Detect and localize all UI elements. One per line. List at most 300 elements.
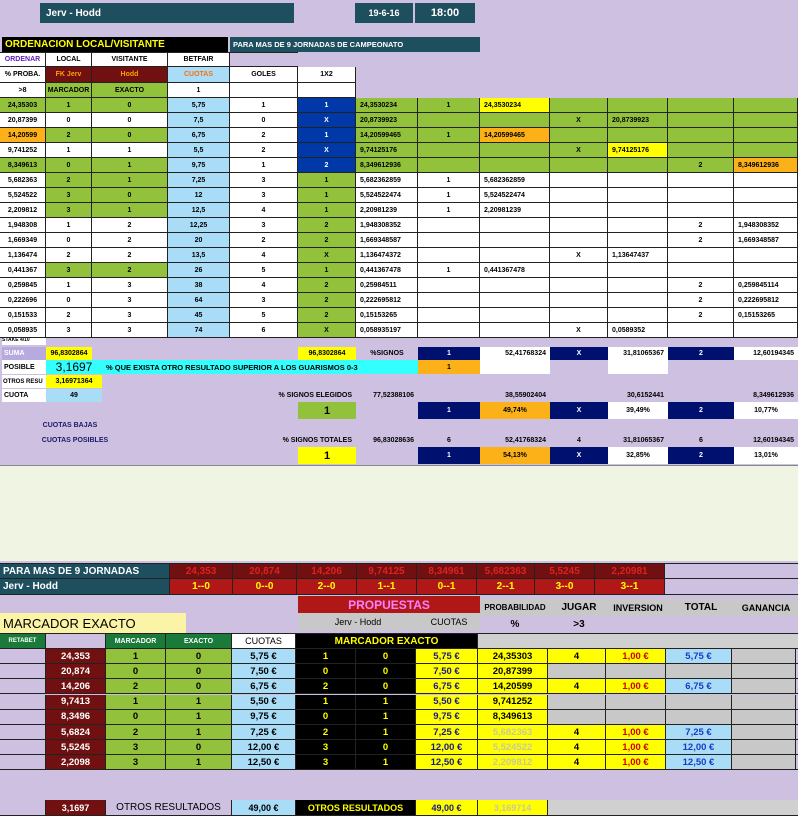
table-cell: 0 — [356, 679, 416, 693]
table-cell: 8,349613 — [0, 158, 46, 172]
table-cell: 1,136474 — [0, 248, 46, 262]
table-cell — [418, 143, 480, 157]
table-cell: 1 — [356, 695, 416, 709]
table-cell: 64 — [168, 293, 230, 307]
exacto-header: EXACTO — [92, 83, 168, 97]
table-cell: 24,353 — [46, 649, 106, 663]
table-cell: 5,75 € — [666, 649, 732, 663]
totales-c: 31,81065367 — [623, 437, 664, 444]
table-row — [0, 98, 798, 113]
table-cell: 4 — [230, 278, 298, 292]
band-score: 2--0 — [297, 579, 357, 594]
band-value: 14,206 — [297, 564, 357, 578]
table-cell: 1 — [92, 158, 168, 172]
table-cell — [418, 233, 480, 247]
table-cell: 24,3530234 — [356, 98, 418, 112]
table-cell: 13,5 — [168, 248, 230, 262]
pct-header: % — [510, 619, 520, 630]
propuestas-title: PROPUESTAS — [298, 596, 480, 613]
table-cell — [608, 173, 668, 187]
table-cell: 2,2098 — [46, 755, 106, 769]
table-cell: 5,5245 — [46, 740, 106, 754]
propuesta-row — [0, 740, 798, 755]
table-cell — [732, 695, 796, 709]
table-cell — [608, 263, 668, 277]
betfair-header: BETFAIR — [168, 53, 230, 66]
table-cell — [550, 278, 608, 292]
table-cell — [418, 248, 480, 262]
table-cell — [668, 143, 734, 157]
table-cell: 8,349612936 — [356, 158, 418, 172]
table-cell — [550, 293, 608, 307]
cuota-cell: 7,25 € — [416, 725, 478, 739]
marcador-exacto-header: MARCADOR EXACTO — [296, 634, 478, 648]
table-cell — [0, 755, 46, 769]
table-cell — [606, 710, 666, 724]
elegidos-x: X — [550, 402, 608, 419]
table-cell — [550, 98, 608, 112]
totales-d: 12,60194345 — [753, 437, 794, 444]
elegidos-d: 8,349612936 — [753, 392, 794, 399]
table-cell: 8,349612936 — [734, 158, 798, 172]
totales-6a: 6 — [447, 437, 451, 444]
table-cell — [732, 679, 796, 693]
table-cell: 5,524522474 — [480, 188, 550, 202]
table-cell: 0 — [46, 233, 92, 247]
band-value: 9,74125 — [357, 564, 417, 578]
table-row — [0, 188, 798, 203]
otros-cuota-bottom[interactable]: 49,00 € — [232, 800, 296, 815]
table-cell — [668, 98, 734, 112]
table-cell: 5,682362859 — [480, 173, 550, 187]
table-cell: 0 — [166, 740, 232, 754]
table-cell: 1,669348587 — [356, 233, 418, 247]
band-score: 3--1 — [595, 579, 665, 594]
table-cell — [418, 158, 480, 172]
table-cell: 2 — [230, 128, 298, 142]
probabilidad-header: PROBABILIDAD — [480, 599, 550, 616]
table-cell: 2 — [230, 143, 298, 157]
table-cell: 9,75 — [168, 158, 230, 172]
table-cell: 9,74125176 — [608, 143, 668, 157]
table-cell: 2 — [92, 233, 168, 247]
ganancia-header: GANANCIA — [734, 599, 798, 616]
table-cell: 0,151533 — [0, 308, 46, 322]
table-cell — [418, 293, 480, 307]
table-cell: 0,222695812 — [734, 293, 798, 307]
table-cell — [608, 233, 668, 247]
table-cell: 3 — [296, 740, 356, 754]
cuota-value[interactable]: 49 — [46, 389, 102, 402]
table-cell: 2 — [298, 233, 356, 247]
table-cell: 1 — [418, 203, 480, 217]
suma-label: SUMA — [2, 347, 46, 360]
table-cell: 1 — [46, 278, 92, 292]
table-cell — [0, 710, 46, 724]
table-cell — [734, 263, 798, 277]
elegidos-label: % SIGNOS ELEGIDOS — [278, 392, 352, 399]
table-cell: 1 — [418, 263, 480, 277]
table-cell: 2 — [92, 248, 168, 262]
band-score: 2--1 — [477, 579, 535, 594]
table-cell: 1 — [166, 725, 232, 739]
signos-x-value: 31,81065367 — [608, 347, 668, 360]
gt3-header: >3 — [573, 619, 585, 630]
table-cell: 2 — [668, 293, 734, 307]
table-cell — [548, 664, 606, 678]
cuota-cell[interactable]: 5,75 € — [232, 649, 296, 663]
table-cell: 0 — [230, 113, 298, 127]
table-cell: 5,682362859 — [356, 173, 418, 187]
marcador-col-header: MARCADOR — [106, 634, 166, 648]
table-cell — [668, 203, 734, 217]
table-cell: X — [550, 323, 608, 337]
table-cell: 14,20599 — [478, 679, 548, 693]
otros-value: 3,16971364 — [46, 375, 102, 388]
table-cell — [480, 323, 550, 337]
band-value: 5,682363 — [477, 564, 535, 578]
cuotas-bajas-label: CUOTAS BAJAS — [42, 422, 98, 429]
table-cell — [734, 143, 798, 157]
table-cell: 2 — [46, 173, 92, 187]
propuesta-row — [0, 649, 798, 664]
hodd-header: Hodd — [92, 67, 168, 82]
table-cell — [608, 98, 668, 112]
table-cell: 1,00 € — [606, 725, 666, 739]
elegidos-x-pct: 39,49% — [608, 402, 668, 419]
table-cell: 2 — [668, 278, 734, 292]
table-cell — [734, 248, 798, 262]
table-cell — [480, 248, 550, 262]
posible-label: POSIBLE — [2, 360, 46, 374]
signos-2-value: 12,60194345 — [734, 347, 798, 360]
table-cell — [550, 233, 608, 247]
table-cell: 0 — [296, 664, 356, 678]
table-cell: 1 — [92, 203, 168, 217]
table-cell: 1 — [92, 143, 168, 157]
band-value: 20,874 — [233, 564, 297, 578]
band-score: 1--0 — [170, 579, 233, 594]
table-cell: 3 — [106, 755, 166, 769]
fk-jerv-header: FK Jerv — [46, 67, 92, 82]
table-cell: 1 — [296, 695, 356, 709]
band-label: PARA MAS DE 9 JORNADAS — [0, 564, 170, 578]
one-header: 1 — [168, 83, 230, 97]
table-cell: 26 — [168, 263, 230, 277]
table-cell — [608, 218, 668, 232]
table-cell: 1 — [418, 188, 480, 202]
table-cell: 0 — [296, 710, 356, 724]
table-row — [0, 293, 798, 308]
table-cell — [548, 710, 606, 724]
table-cell: 2 — [106, 725, 166, 739]
table-cell: 7,25 € — [666, 725, 732, 739]
table-row — [0, 248, 798, 263]
table-cell — [0, 740, 46, 754]
cuota-cell[interactable]: 7,50 € — [232, 664, 296, 678]
table-cell: 1 — [356, 710, 416, 724]
table-row — [0, 128, 798, 143]
suma-value: 96,8302864 — [46, 347, 92, 360]
cuota-cell[interactable]: 7,25 € — [232, 725, 296, 739]
propuesta-row — [0, 695, 798, 710]
totales-x-pct: 32,85% — [608, 447, 668, 464]
table-cell — [480, 143, 550, 157]
totales-a: 96,83028636 — [373, 437, 414, 444]
band-value: 2,20981 — [595, 564, 665, 578]
table-cell: 2 — [92, 263, 168, 277]
table-cell: 1 — [230, 158, 298, 172]
table-cell: 3 — [230, 293, 298, 307]
gt8-header: >8 — [0, 83, 46, 97]
table-cell — [550, 218, 608, 232]
table-cell — [418, 308, 480, 322]
retabet-header: RETABET — [0, 634, 46, 648]
totales-6b: 6 — [699, 437, 703, 444]
table-row — [0, 143, 798, 158]
elegidos-b: 38,55902404 — [505, 392, 546, 399]
table-cell: X — [298, 143, 356, 157]
table-cell: 0,441367 — [0, 263, 46, 277]
table-cell — [608, 203, 668, 217]
table-cell: 2 — [668, 308, 734, 322]
table-cell: 1,669348587 — [734, 233, 798, 247]
table-cell — [734, 203, 798, 217]
table-cell — [0, 664, 46, 678]
table-cell: 0,15153265 — [356, 308, 418, 322]
table-cell: 2 — [298, 293, 356, 307]
table-cell — [418, 323, 480, 337]
table-cell: X — [550, 248, 608, 262]
table-cell: 3 — [92, 308, 168, 322]
table-cell: 2 — [296, 679, 356, 693]
table-cell: 4 — [548, 740, 606, 754]
table-cell — [732, 755, 796, 769]
table-cell: 2 — [298, 308, 356, 322]
table-cell: 2 — [92, 218, 168, 232]
table-cell: 1 — [166, 710, 232, 724]
table-cell: 1 — [418, 128, 480, 142]
table-cell: 0 — [46, 113, 92, 127]
totales-one: 1 — [298, 447, 356, 464]
match-date: 19-6-16 — [355, 3, 413, 23]
table-cell — [732, 725, 796, 739]
stake-label: STAKE 4/10 — [2, 334, 46, 345]
table-cell: 45 — [168, 308, 230, 322]
table-cell — [668, 323, 734, 337]
table-row — [0, 233, 798, 248]
table-cell: 6 — [230, 323, 298, 337]
table-cell: 20,87399 — [0, 113, 46, 127]
cuota-cell[interactable]: 12,00 € — [232, 740, 296, 754]
band-score: 0--0 — [233, 579, 297, 594]
table-cell — [734, 323, 798, 337]
table-cell: 0 — [46, 158, 92, 172]
table-cell — [480, 158, 550, 172]
table-cell: 1,13647437 — [608, 248, 668, 262]
table-cell — [732, 649, 796, 663]
signos-x: X — [550, 347, 608, 360]
table-cell — [550, 263, 608, 277]
table-row — [0, 203, 798, 218]
table-cell: 1,948308 — [0, 218, 46, 232]
table-cell: 0 — [92, 188, 168, 202]
table-row — [0, 308, 798, 323]
band-score: 0--1 — [417, 579, 477, 594]
table-cell: 9,741252 — [0, 143, 46, 157]
table-cell — [608, 293, 668, 307]
table-cell — [608, 188, 668, 202]
table-cell — [666, 695, 732, 709]
table-cell: 1 — [46, 98, 92, 112]
table-cell: 0,222695812 — [356, 293, 418, 307]
blank-area — [0, 465, 798, 561]
cuota-cell[interactable]: 9,75 € — [232, 710, 296, 724]
table-cell: 0 — [166, 679, 232, 693]
table-cell — [608, 158, 668, 172]
elegidos-2: 2 — [668, 402, 734, 419]
cuotas-col-header: CUOTAS — [232, 634, 296, 648]
table-cell — [0, 649, 46, 663]
elegidos-2-pct: 10,77% — [734, 402, 798, 419]
totales-2: 2 — [668, 447, 734, 464]
table-cell: 3 — [106, 740, 166, 754]
table-cell: 8,349613 — [478, 710, 548, 724]
table-cell: X — [298, 323, 356, 337]
totales-4: 4 — [577, 437, 581, 444]
signos-1-value: 52,41768324 — [480, 347, 550, 360]
table-cell — [418, 278, 480, 292]
table-cell: 3 — [46, 263, 92, 277]
table-cell: 0 — [106, 664, 166, 678]
posible-flag: 1 — [418, 360, 480, 374]
table-cell: 3 — [46, 323, 92, 337]
table-cell — [668, 128, 734, 142]
table-cell: 6,75 € — [666, 679, 732, 693]
propuesta-row — [0, 710, 798, 725]
table-cell: 2 — [668, 233, 734, 247]
table-cell — [480, 233, 550, 247]
para-mas-title: PARA MAS DE 9 JORNADAS DE CAMPEONATO — [230, 37, 480, 52]
table-cell — [732, 664, 796, 678]
band-value: 24,353 — [170, 564, 233, 578]
cuota-cell: 5,75 € — [416, 649, 478, 663]
table-cell — [0, 679, 46, 693]
table-cell: 3 — [296, 755, 356, 769]
table-cell: 5,6824 — [46, 725, 106, 739]
table-cell — [550, 158, 608, 172]
cuota-cell[interactable]: 12,50 € — [232, 755, 296, 769]
cuota-cell: 7,50 € — [416, 664, 478, 678]
table-cell — [548, 695, 606, 709]
table-cell: 1 — [418, 173, 480, 187]
table-cell: 2 — [668, 218, 734, 232]
table-cell: 0 — [92, 98, 168, 112]
bottom-sheet — [0, 561, 798, 816]
posible-description: % QUE EXISTA OTRO RESULTADO SUPERIOR A LOS GUARISMOS 0-3 — [102, 360, 418, 374]
table-cell: 1,00 € — [606, 740, 666, 754]
inversion-header: INVERSION — [608, 599, 668, 616]
table-cell: 20,874 — [46, 664, 106, 678]
table-cell: 4 — [548, 725, 606, 739]
propuesta-row — [0, 755, 798, 770]
totales-x: X — [550, 447, 608, 464]
table-cell: 24,35303 — [0, 98, 46, 112]
table-cell: 4 — [230, 248, 298, 262]
band-score: 1--1 — [357, 579, 417, 594]
suma-value-2: 96,8302864 — [298, 347, 356, 360]
table-cell: 1 — [298, 98, 356, 112]
table-cell: 1 — [418, 98, 480, 112]
cuota-cell[interactable]: 5,50 € — [232, 695, 296, 709]
cuota-cell: 5,50 € — [416, 695, 478, 709]
table-cell: 14,206 — [46, 679, 106, 693]
table-cell — [480, 293, 550, 307]
local-header: LOCAL — [46, 53, 92, 66]
table-cell — [418, 218, 480, 232]
table-row — [0, 173, 798, 188]
table-cell: 2 — [230, 233, 298, 247]
table-cell: 0,222696 — [0, 293, 46, 307]
otros-value-bottom: 3,1697 — [46, 800, 106, 815]
table-cell: 5 — [230, 308, 298, 322]
table-cell: 2,209812 — [0, 203, 46, 217]
table-cell: 0 — [356, 740, 416, 754]
cuota-cell: 9,75 € — [416, 710, 478, 724]
x12-header: 1X2 — [298, 67, 356, 82]
table-cell — [0, 695, 46, 709]
table-cell: 1 — [298, 188, 356, 202]
table-cell: 1,00 € — [606, 679, 666, 693]
table-cell: 2 — [296, 725, 356, 739]
table-cell — [550, 128, 608, 142]
table-cell: 0 — [92, 113, 168, 127]
table-cell: 1 — [298, 263, 356, 277]
otros-label-bottom: OTROS RESULTADOS — [106, 800, 232, 815]
table-cell — [550, 308, 608, 322]
table-cell — [0, 725, 46, 739]
table-cell: 2,20981239 — [480, 203, 550, 217]
table-cell: 8,3496 — [46, 710, 106, 724]
table-cell: 0,0589352 — [608, 323, 668, 337]
table-cell: 5,524522474 — [356, 188, 418, 202]
cuota-cell[interactable]: 6,75 € — [232, 679, 296, 693]
propuestas-match: Jerv - Hodd — [298, 613, 418, 630]
table-cell: 0 — [106, 710, 166, 724]
table-cell: 1 — [356, 725, 416, 739]
elegidos-1-pct: 49,74% — [480, 402, 550, 419]
totales-b: 52,41768324 — [505, 437, 546, 444]
table-cell — [668, 188, 734, 202]
table-cell: 4 — [548, 649, 606, 663]
table-cell: 1 — [230, 98, 298, 112]
table-cell: 3 — [46, 188, 92, 202]
otros-label-propuestas: OTROS RESULTADOS — [296, 800, 416, 815]
table-cell: 0 — [356, 664, 416, 678]
table-row — [0, 263, 798, 278]
table-cell: 9,741252 — [478, 695, 548, 709]
elegidos-one: 1 — [298, 402, 356, 419]
table-cell — [550, 188, 608, 202]
table-cell: 5,682363 — [0, 173, 46, 187]
table-cell: 12 — [168, 188, 230, 202]
table-cell: 14,20599465 — [480, 128, 550, 142]
ordenar-header[interactable]: ORDENAR — [0, 53, 46, 66]
table-cell: 14,20599 — [0, 128, 46, 142]
table-cell: 5 — [230, 263, 298, 277]
table-cell — [480, 308, 550, 322]
table-cell: 9,74125176 — [356, 143, 418, 157]
